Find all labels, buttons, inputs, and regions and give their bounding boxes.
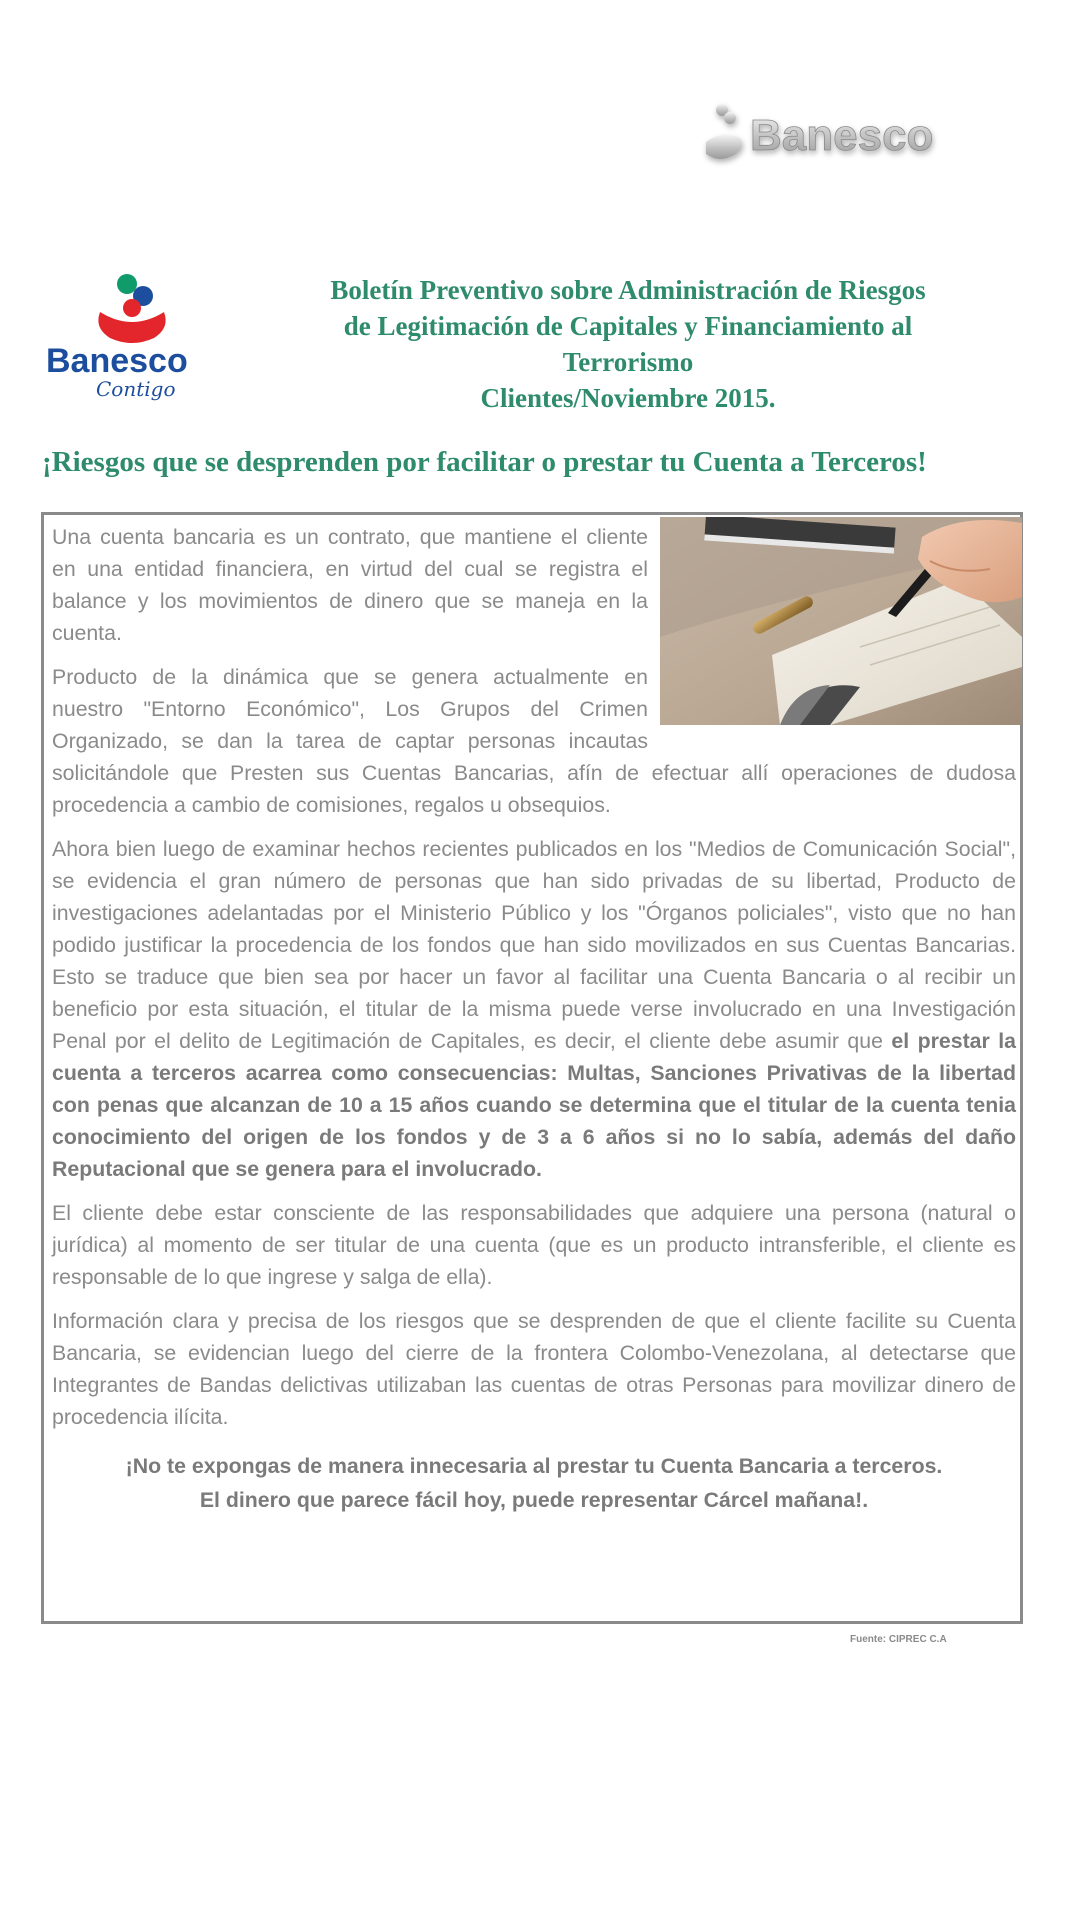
banesco-contigo-logo-icon — [44, 268, 224, 408]
brand-logo-name: Banesco — [46, 342, 188, 380]
brand-logo-tagline: Contigo — [96, 377, 176, 401]
paragraph-4: El cliente debe estar consciente de las responsabilidades que adquiere una persona (natural o jurídica) al momento de ser titular de una cuenta (que es un producto intransferible, el cliente es responsable de lo que ingrese y salga de ella). — [52, 1201, 1016, 1289]
title-line-2: de Legitimación de Capitales y Financiamiento al — [343, 311, 913, 341]
banesco-silver-logo-icon — [700, 98, 990, 178]
closing-line-2: El dinero que parece fácil hoy, puede representar Cárcel mañana!. — [199, 1488, 869, 1512]
title-line-4: Clientes/Noviembre 2015. — [480, 383, 776, 413]
closing-line-1: ¡No te expongas de manera innecesaria al prestar tu Cuenta Bancaria a terceros. — [125, 1454, 943, 1478]
title-line-1: Boletín Preventivo sobre Administración de Riesgos — [330, 275, 926, 305]
paragraph-3-warning: el prestar la cuenta a terceros acarrea como consecuencias: Multas, Sanciones Privativas de la libertad con penas que alcanzan de 10 a 15 años cuando se determina que el titular de la cuenta tenia conocimiento del origen de los fondos y de 3 a 6 años si no lo sabía, además del daño Reputacional que se genera para el involucrado. — [52, 1029, 1016, 1181]
top-logo-text: Banesco — [750, 111, 934, 160]
bulletin-title — [258, 272, 998, 416]
paragraph-3 — [52, 833, 1016, 1185]
page-headline: ¡Riesgos que se desprenden por facilitar o prestar tu Cuenta a Terceros! — [42, 446, 927, 478]
content-body — [52, 521, 1016, 1517]
paragraph-1: Una cuenta bancaria es un contrato, que mantiene el cliente en una entidad financiera, en virtud del cual se registra el balance y los movimientos de dinero que se maneja en la cuenta. — [52, 525, 648, 645]
closing-message — [52, 1449, 1016, 1517]
content-box — [41, 512, 1023, 1624]
source-note: Fuente: CIPREC C.A — [850, 1634, 947, 1645]
paragraph-3-text: Ahora bien luego de examinar hechos recientes publicados en los "Medios de Comunicación Social", se evidencia el gran número de personas que han sido privadas de su libertad, Producto de investigaciones adelantadas por el Ministerio Público y los "Órganos policiales", visto que no han podido justificar la procedencia de los fondos que han sido movilizados en sus Cuentas Bancarias. Esto se traduce que bien sea por hacer un favor al facilitar una Cuenta Bancaria o al recibir un beneficio por esta situación, el titular de la misma puede verse involucrado en una Investigación Penal por el delito de Legitimación de Capitales, es decir, el cliente debe asumir que — [52, 837, 1016, 1053]
paragraph-2: Producto de la dinámica que se genera actualmente en nuestro "Entorno Económico", Los Grupos del Crimen Organizado, se dan la tarea de captar personas incautas solicitándole que Presten sus Cuentas Bancarias, afín de efectuar allí operaciones de dudosa procedencia a cambio de comisiones, regalos u obsequios. — [52, 665, 1016, 817]
title-line-3: Terrorismo — [562, 347, 694, 377]
paragraph-5: Información clara y precisa de los riesgos que se desprenden de que el cliente facilite su Cuenta Bancaria, se evidencian luego del cierre de la frontera Colombo-Venezolana, al detectarse que Integrantes de Bandas delictivas utilizaban las cuentas de otras Personas para movilizar dinero de procedencia ilícita. — [52, 1309, 1016, 1429]
hand-writing-check-photo — [660, 517, 1022, 725]
